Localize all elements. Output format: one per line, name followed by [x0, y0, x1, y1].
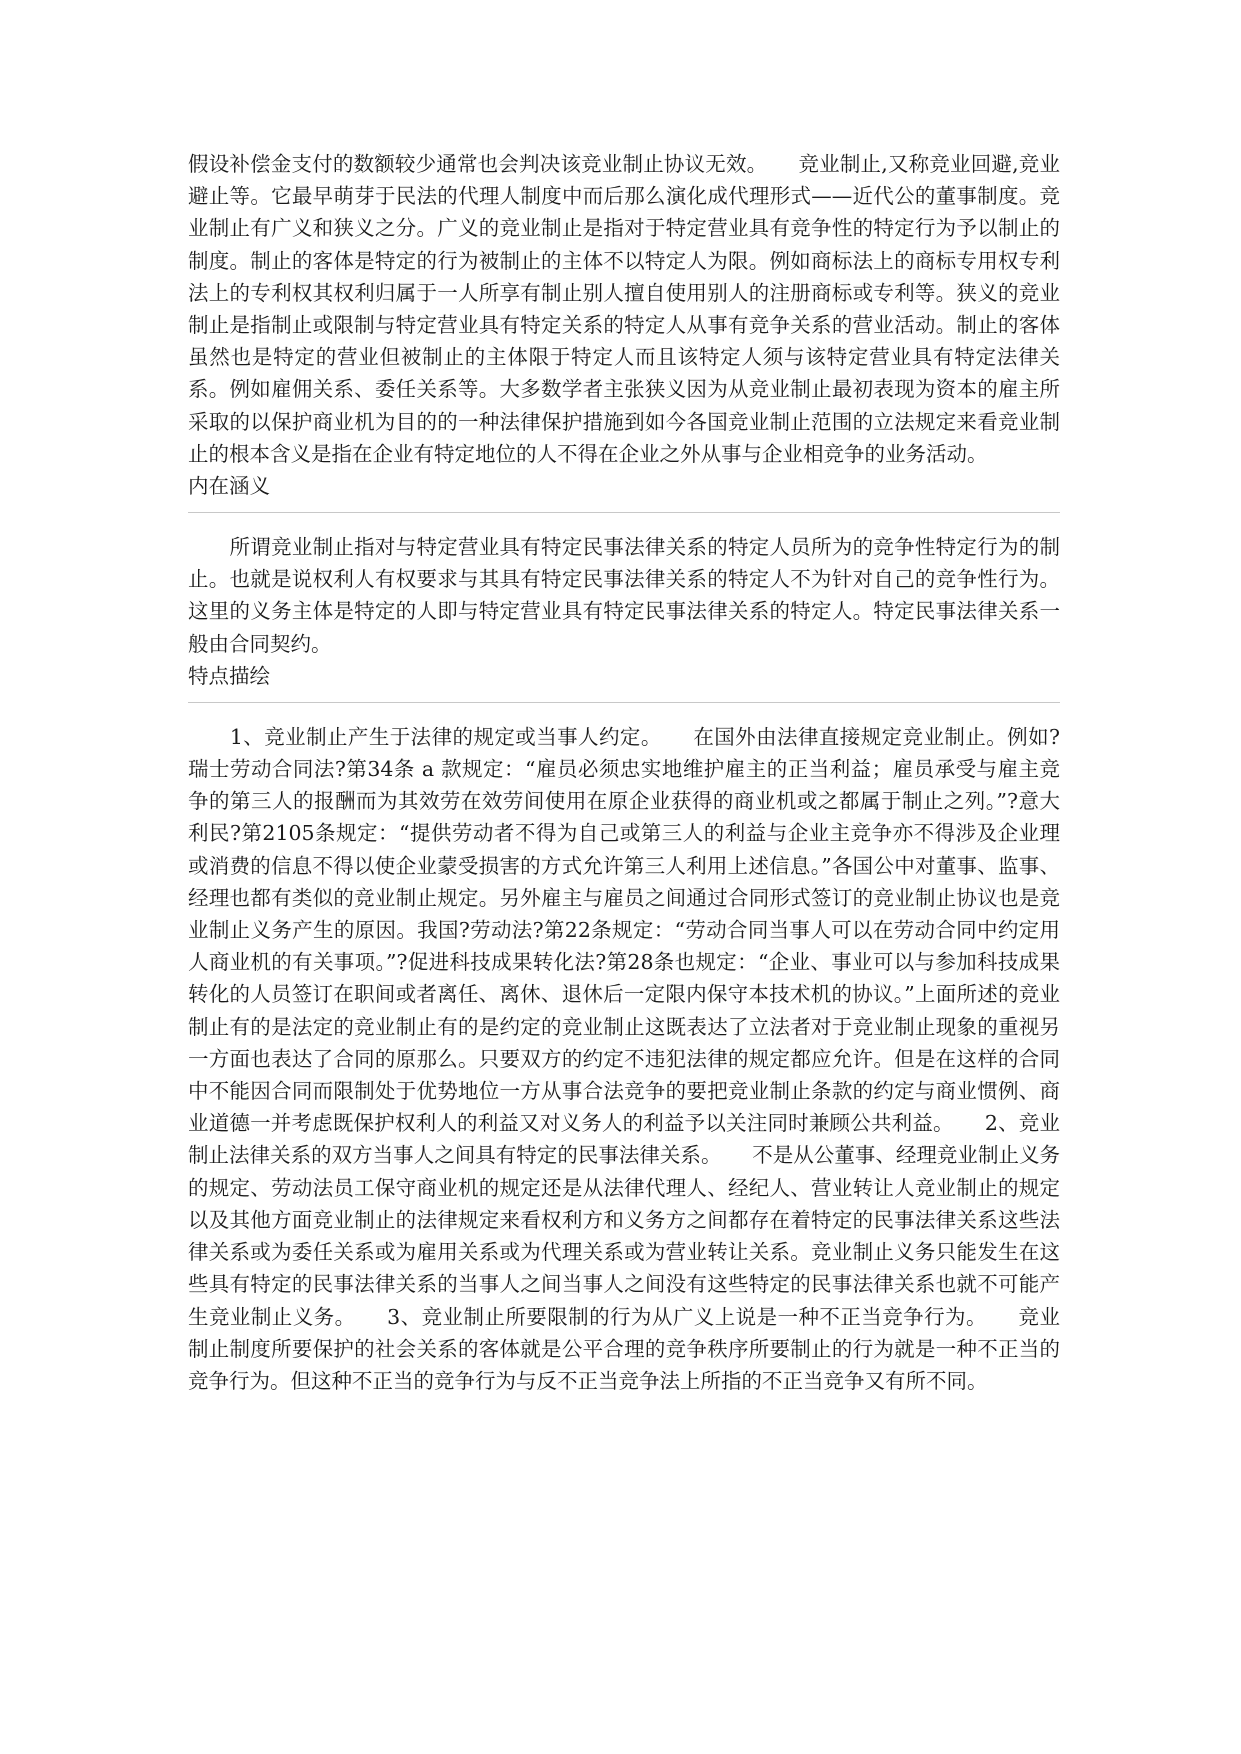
- paragraph-features: 1、竞业制止产生于法律的规定或当事人约定。 在国外由法律直接规定竞业制止。例如?瑞士劳动合同法?第34条 a 款规定：“雇员必须忠实地维护雇主的正当利益；雇员承受与雇主竞争的第三人的报酬而为其效劳在效劳间使用在原企业获得的商业机或之都属于制止之列。”?意大利民?第2105条规定：“提供劳动者不得为自己或第三人的利益与企业主竞争亦不得涉及企业理或消费的信息不得以使企业蒙受损害的方式允许第三人利用上述信息。”各国公中对董事、监事、经理也都有类似的竞业制止规定。另外雇主与雇员之间通过合同形式签订的竞业制止协议也是竞业制止义务产生的原因。我国?劳动法?第22条规定：“劳动合同当事人可以在劳动合同中约定用人商业机的有关事项。”?促进科技成果转化法?第28条也规定：“企业、事业可以与参加科技成果转化的人员签订在职间或者离任、离休、退休后一定限内保守本技术机的协议。”上面所述的竞业制止有的是法定的竞业制止有的是约定的竞业制止这既表达了立法者对于竞业制止现象的重视另一方面也表达了合同的原那么。只要双方的约定不违犯法律的规定都应允许。但是在这样的合同中不能因合同而限制处于优势地位一方从事合法竞争的要把竞业制止条款的约定与商业惯例、商业道德一并考虑既保护权利人的利益又对义务人的利益予以关注同时兼顾公共利益。 2、竞业制止法律关系的双方当事人之间具有特定的民事法律关系。 不是从公董事、经理竞业制止义务的规定、劳动法员工保守商业机的规定还是从法律代理人、经纪人、营业转让人竞业制止的规定以及其他方面竞业制止的法律规定来看权利方和义务方之间都存在着特定的民事法律关系这些法律关系或为委任关系或为雇用关系或为代理关系或为营业转让关系。竞业制止义务只能发生在这些具有特定的民事法律关系的当事人之间当事人之间没有这些特定的民事法律关系也就不可能产生竞业制止义务。 3、竞业制止所要限制的行为从广义上说是一种不正当竞争行为。 竞业制止制度所要保护的社会关系的客体就是公平合理的竞争秩序所要制止的行为就是一种不正当的竞争行为。但这种不正当的竞争行为与反不正当竞争法上所指的不正当竞争又有所不同。: [188, 724, 1060, 1393]
- section-heading-connotation: 内在涵义: [188, 474, 270, 499]
- paragraph-connotation: 所谓竞业制止指对与特定营业具有特定民事法律关系的特定人员所为的竞争性特定行为的制止。也就是说权利人有权要求与其具有特定民事法律关系的特定人不为针对自己的竞争性行为。这里的义务主体是特定的人即与特定营业具有特定民事法律关系的特定人。特定民事法律关系一般由合同契约。: [188, 535, 1060, 656]
- section-heading-features: 特点描绘: [188, 663, 270, 688]
- document-page: [188, 148, 1060, 1397]
- paragraph-intro: 假设补偿金支付的数额较少通常也会判决该竞业制止协议无效。 竞业制止,又称竞业回避,竞业避止等。它最早萌芽于民法的代理人制度中而后那么演化成代理形式——近代公的董事制度。竞业制止有广义和狭义之分。广义的竞业制止是指对于特定营业具有竞争性的特定行为予以制止的制度。制止的客体是特定的行为被制止的主体不以特定人为限。例如商标法上的商标专用权专利法上的专利权其权利归属于一人所享有制止别人擅自使用别人的注册商标或专利等。狭义的竞业制止是指制止或限制与特定营业具有特定关系的特定人从事有竞争关系的营业活动。制止的客体虽然也是特定的营业但被制止的主体限于特定人而且该特定人须与该特定营业具有特定法律关系。例如雇佣关系、委任关系等。大多数学者主张狭义因为从竞业制止最初表现为资本的雇主所采取的以保护商业机为目的的一种法律保护措施到如今各国竞业制止范围的立法规定来看竞业制止的根本含义是指在企业有特定地位的人不得在企业之外从事与企业相竞争的业务活动。: [188, 152, 1060, 466]
- section-divider: [188, 702, 1060, 703]
- section-divider: [188, 512, 1060, 513]
